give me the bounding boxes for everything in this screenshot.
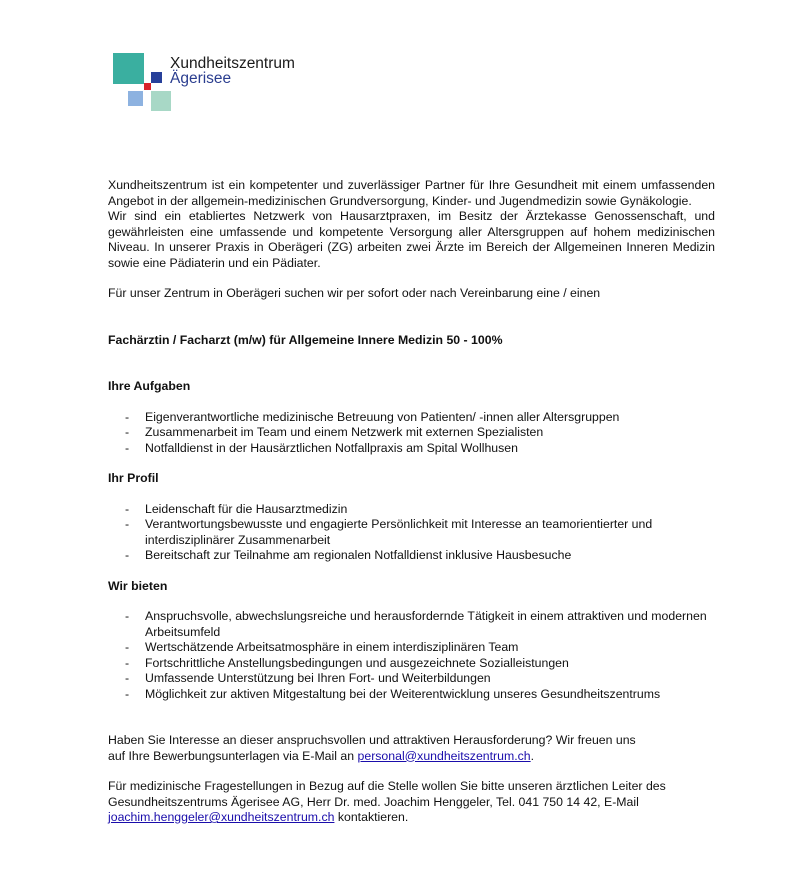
questions-line2: Gesundheitszentrums Ägerisee AG, Herr Dr. med. Joachim Henggeler, Tel. 041 750 14 42, E-Mail [108, 794, 639, 809]
list-item: - Wertschätzende Arbeitsatmosphäre in einem interdisziplinären Team [108, 640, 715, 656]
job-posting-body [108, 178, 715, 826]
tasks-heading: Ihre Aufgaben [108, 379, 191, 393]
logo-name-line2: Ägerisee [170, 70, 232, 87]
application-suffix: . [530, 748, 535, 763]
logo-red-square [144, 83, 151, 90]
offer-heading: Wir bieten [108, 578, 168, 593]
application-line2: auf Ihre Bewerbungsunterlagen via E-Mail an [108, 748, 355, 763]
profile-list [108, 502, 715, 564]
logo-name-line1: Xundheitszentrum [170, 55, 295, 72]
application-email-link[interactable]: personal@xundheitszentrum.ch [357, 748, 531, 763]
list-item: - Möglichkeit zur aktiven Mitgestaltung bei der Weiterentwicklung unseres Gesundheitszentrums [108, 687, 715, 703]
logo-navy-square [151, 72, 162, 83]
list-item: - Fortschrittliche Anstellungsbedingungen und ausgezeichnete Sozialleistungen [108, 656, 715, 672]
questions-suffix: kontaktieren. [337, 810, 409, 824]
profile-heading: Ihr Profil [108, 471, 159, 485]
list-item: - Verantwortungsbewusste und engagierte Persönlichkeit mit Interesse an teamorientierter und interdisziplinärer Zusammenarbeit [108, 517, 715, 548]
list-item: - Umfassende Unterstützung bei Ihren Fort- und Weiterbildungen [108, 671, 715, 687]
company-logo [110, 50, 306, 116]
application-line1: Haben Sie Interesse an dieser anspruchsvollen und attraktiven Herausforderung? Wir freuen uns [108, 733, 636, 747]
logo-teal-square [113, 53, 144, 84]
list-item: - Eigenverantwortliche medizinische Betreuung von Patienten/ -innen aller Altersgruppen [108, 410, 715, 426]
list-item: - Anspruchsvolle, abwechslungsreiche und herausfordernde Tätigkeit in einem attraktiven und modernen Arbeitsumfeld [108, 609, 715, 640]
application-paragraph [108, 733, 715, 764]
intro-paragraph-1: Xundheitszentrum ist ein kompetenter und zuverlässiger Partner für Ihre Gesundheit mit einem umfassenden Angebot in der allgemein-medizinischen Grundversorgung, Kinder- und Jugendmedizin sowie Gynäkologie. [108, 178, 715, 208]
medical-director-email-link[interactable]: joachim.henggeler@xundheitszentrum.ch [108, 810, 335, 824]
logo-light-green-square [151, 91, 171, 111]
logo-light-blue-square [128, 91, 143, 106]
position-title: Fachärztin / Facharzt (m/w) für Allgemeine Innere Medizin 50 - 100% [108, 332, 503, 347]
list-item: - Leidenschaft für die Hausarztmedizin [108, 502, 715, 518]
questions-paragraph [108, 779, 715, 826]
questions-line1: Für medizinische Fragestellungen in Bezug auf die Stelle wollen Sie bitte unseren ärztlichen Leiter des [108, 779, 666, 793]
list-item: - Bereitschaft zur Teilnahme am regionalen Notfalldienst inklusive Hausbesuche [108, 548, 715, 564]
intro-paragraph-2: Wir sind ein etabliertes Netzwerk von Hausarztpraxen, im Besitz der Ärztekasse Genossenschaft, und gewährleisten eine umfassende und kompetente Versorgung aller Altersgruppen auf hohem medizinischen Niveau. In unserer Praxis in Oberägeri (ZG) arbeiten zwei Ärzte im Bereich der Allgemeinen Inneren Medizin sowie eine Pädiaterin und ein Pädiater. [108, 209, 715, 270]
list-item: - Notfalldienst in der Hausärztlichen Notfallpraxis am Spital Wollhusen [108, 441, 715, 457]
search-statement: Für unser Zentrum in Oberägeri suchen wir per sofort oder nach Vereinbarung eine / einen [108, 286, 601, 300]
tasks-list [108, 410, 715, 457]
offer-list [108, 609, 715, 702]
list-item: - Zusammenarbeit im Team und einem Netzwerk mit externen Spezialisten [108, 425, 715, 441]
